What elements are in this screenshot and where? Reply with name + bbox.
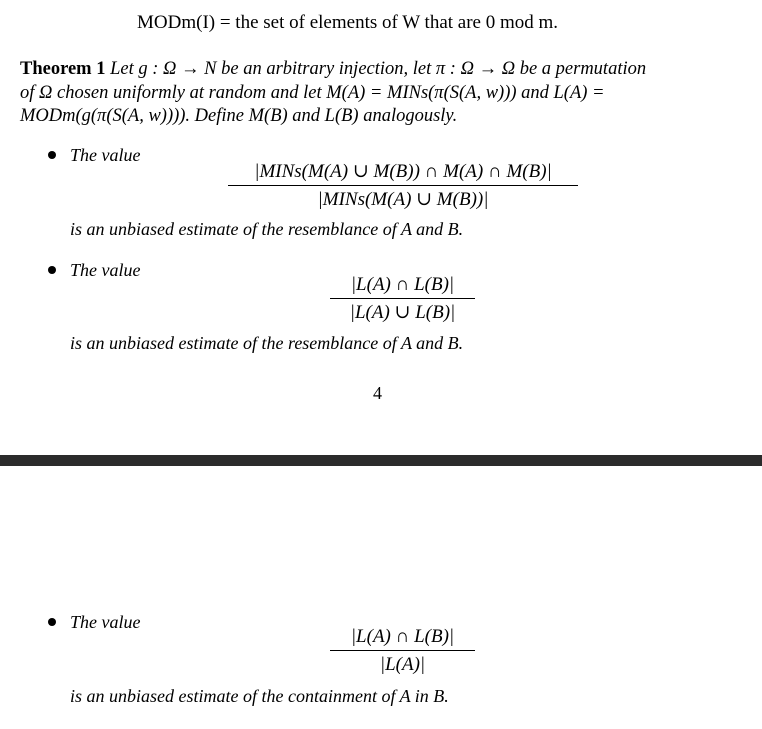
bullet-dot [48,266,56,274]
fraction-1-numerator: |MINs(M(A) ∪ M(B)) ∩ M(A) ∩ M(B)| [254,161,552,182]
bullet-3-tail: is an unbiased estimate of the containment of A in B. [70,686,449,706]
page-separator [0,455,762,466]
fraction-bar [228,185,578,186]
bullet-1 [48,145,140,166]
theorem-label: Theorem 1 [20,59,106,79]
fraction-1-denominator: |MINs(M(A) ∪ M(B))| [317,189,489,210]
bullet-1-tail: is an unbiased estimate of the resemblance of A and B. [70,219,464,239]
bullet-3-lead: The value [70,612,141,632]
bullet-dot [48,151,56,159]
theorem-line-2: of Ω chosen uniformly at random and let M(A) = MINs(π(S(A, w))) and L(A) = [20,82,605,103]
bullet-2 [48,260,140,281]
bullet-2-lead: The value [70,260,141,280]
theorem-line-3: MODm(g(π(S(A, w)))). Define M(B) and L(B) analogously. [20,106,458,126]
fraction-3 [330,625,475,677]
fraction-1 [228,160,578,212]
bullet-2-tail: is an unbiased estimate of the resemblance of A and B. [70,333,464,353]
page-number: 4 [373,383,382,403]
fraction-2-denominator: |L(A) ∪ L(B)| [349,302,456,323]
bullet-1-lead: The value [70,145,141,165]
bullet-3 [48,612,140,633]
fraction-bar [330,298,475,299]
fraction-bar [330,650,475,651]
theorem-block [20,58,742,129]
fraction-2-numerator: |L(A) ∩ L(B)| [350,274,455,295]
fraction-3-denominator: |L(A)| [379,654,426,675]
bullet-dot [48,618,56,626]
definition-line: MODm(I) = the set of elements of W that are 0 mod m. [137,12,559,33]
fraction-3-numerator: |L(A) ∩ L(B)| [350,626,455,647]
fraction-2 [330,273,475,325]
theorem-line-1: Let g : Ω → N be an arbitrary injection, let π : Ω → Ω be a permutation [110,59,647,79]
